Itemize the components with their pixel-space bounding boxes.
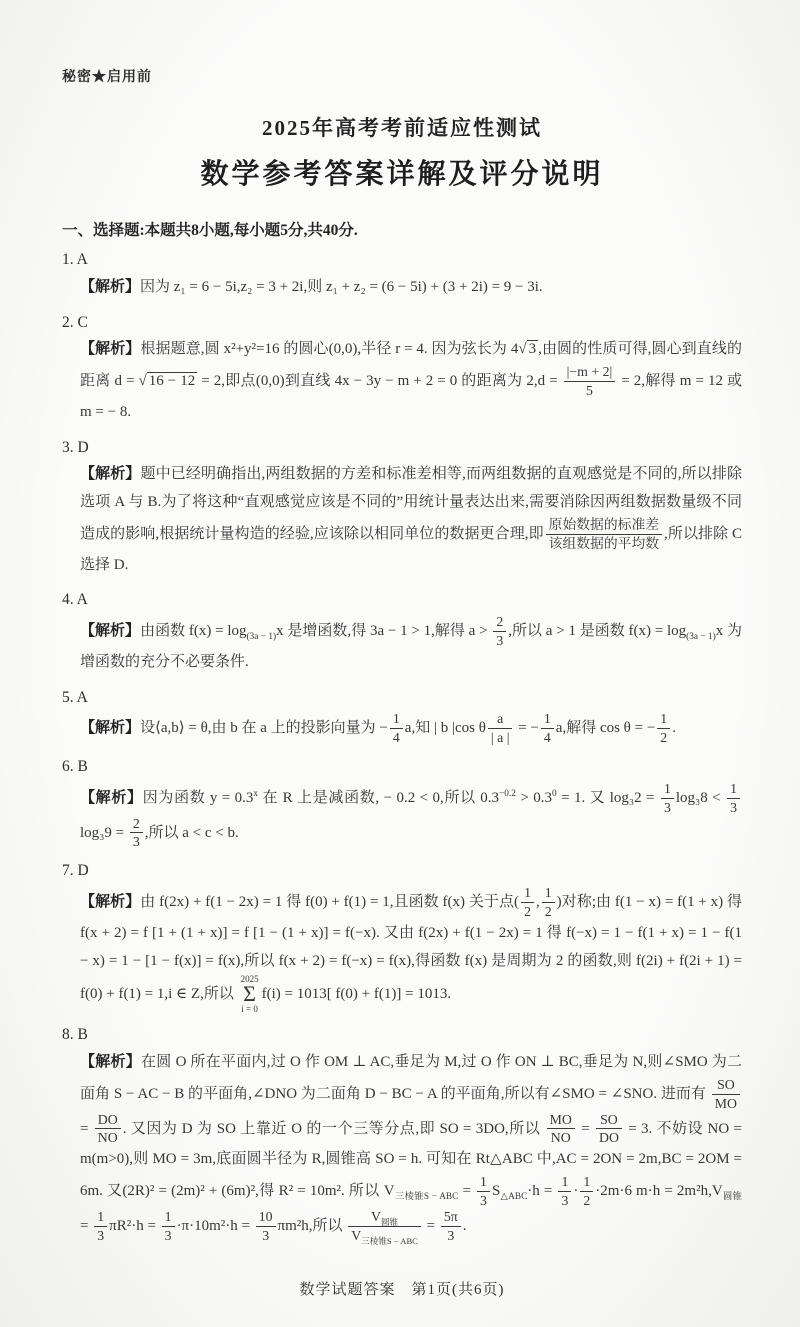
question-4-analysis: 【解析】由函数 $f(x) = \log_{(3a - 1)}x$ 是增函数,得 3a − 1 > 1,解得 a > $\frac{2}{3}$ ,所以 a > 1 是函数 $f(x) = \log_{(3a - 1)}x$ 为增函数的充分不必要条件. — [80, 614, 742, 670]
question-6-answer: 6. B — [62, 758, 88, 776]
question-3 — [62, 436, 742, 585]
question-8-analysis: 【解析】在圆 O 所在平面内,过 O 作 OM ⊥ AC,垂足为 M,过 O 作 ON ⊥ BC,垂足为 N,则∠SMO 为二面角 S − AC − B 的平面角,∠DNO 为二面角 D − BC − A 的平面角,所以有∠SMO = ∠SNO. 进而有 $\frac{SO}{MO}$ = $\frac{DO}{NO}$ . 又因为 D 为 SO 上靠近 O 的一个三等分点,即 SO = 3DO,所以 $\frac{MO}{NO}$ = $\frac{SO}{DO}$ = 3. 不妨设 NO = m(m>0),则 MO = 3m,底面圆半径为 R,圆锥高 SO = h. 可知在 Rt△ABC 中,AC = 2ON = 2m,BC = 2OM = 6m. 又(2R)² = (2m)² + (6m)²,得 R² = 10m². 所以 $V_{三棱锥S - ABC}$ = $\frac{1}{3}$ $S_{\triangle ABC}\cdot h$ = $\frac{1}{3}$ · $\frac{1}{2}$ ·2m·6 $m\cdot h = 2m^2h,V_{圆锥}$ = $\frac{1}{3}$ πR²·h = $\frac{1}{3}$ ·π·10m²·h = $\frac{10}{3}$ πm²h,所以 $\frac{V_{圆锥}}{V_{三棱锥S - ABC}}$ = $\frac{5\pi}{3}$ . — [80, 1054, 742, 1246]
question-3-analysis: 【解析】题中已经明确指出,两组数据的方差和标准差相等,而两组数据的直观感觉是不同的,所以排除选项 A 与 B.为了将这种“直观感觉应该是不同的”用统计量表达出来,需要消除因两组数据数量级不同造成的影响,根据统计量构造的经验,应该除以相同单位的数据更合理,即 $\frac{\text{原始数据的标准差}}{\text{该组数据的平均数}}$ ,所以排除 C 选择 D. — [80, 466, 742, 573]
exam-subtitle: 数学参考答案详解及评分说明 — [200, 159, 604, 190]
question-5 — [62, 686, 742, 752]
question-6-analysis: 【解析】因为函数 $y = 0.3^x$ 在 R 上是减函数, − 0.2 < 0,所以 $0.3^{-0.2} > 0.3^0 = 1$. 又 log₃2 = $\frac{1}{3}$ log₃8 < $\frac{1}{3}$ log₃9 = $\frac{2}{3}$ ,所以 a < c < b. — [80, 781, 742, 850]
page-footer: 数学试题答案 第1页(共6页) — [299, 1282, 505, 1299]
question-8 — [62, 1023, 742, 1248]
question-6 — [62, 755, 742, 855]
question-3-answer: 3. D — [62, 438, 89, 456]
section-heading-choice-questions: 一、选择题:本题共8小题,每小题5分,共40分. — [62, 222, 358, 239]
question-8-answer: 8. B — [62, 1026, 88, 1044]
question-7-answer: 7. D — [62, 862, 89, 880]
question-7-analysis: 【解析】由 f(2x) + f(1 − 2x) = 1 得 f(0) + f(1) = 1,且函数 f(x) 关于点( $\frac{1}{2}$ , $\frac{1}{2}$ )对称;由 f(1 − x) = f(1 + x) 得 f(x + 2) = f [1 + (1 + x)] = f [1 − (1 + x)] = f(−x). 又由 f(2x) + f(1 − 2x) = 1 得 f(−x) = 1 − f(1 + x) = 1 − f(1 − x) = 1 − [1 − f(x)] = f(x),所以 f(x + 2) = f(−x) = f(x),得函数 f(x) 是周期为 2 的函数,则 f(2i) + f(2i + 1) = f(0) + f(1) = 1,i ∈ Z,所以 2025 Σ i = 0 f(i) = 1013[ f(0) + f(1)] = 1013. — [80, 885, 742, 1015]
question-2-analysis: 【解析】根据题意,圆 x²+y²=16 的圆心(0,0),半径 r = 4. 因为弦长为 4√ 3 ,由圆的性质可得,圆心到直线的距离 d = √ 16 − 12 = 2,即点(0,0)到直线 4x − 3y − m + 2 = 0 的距离为 2,d = $\frac{|-m + 2|}{5}$ = 2,解得 m = 12 或 m = − 8. — [80, 341, 742, 420]
classification-label: 秘密★启用前 — [62, 70, 152, 85]
question-1-analysis: 【解析】因为 z₁ = 6 − 5i,z₂ = 3 + 2i,则 z₁ + z₂ = (6 − 5i) + (3 + 2i) = 9 − 3i. — [80, 278, 543, 295]
question-4 — [62, 588, 742, 681]
question-5-analysis: 【解析】设⟨a,b⟩ = θ,由 b 在 a 上的投影向量为 − $\frac{1}{4}$ a,知 | b |cos θ $\frac{a}{| a |}$ = − $\frac{1}{4}$ a,解得 cos θ = − $\frac{1}{2}$ . — [80, 711, 676, 746]
question-2 — [62, 311, 742, 432]
question-1-answer: 1. A — [62, 251, 88, 268]
exam-title: 2025年高考考前适应性测试 — [262, 116, 542, 140]
question-7 — [62, 859, 742, 1019]
question-2-answer: 2. C — [62, 313, 88, 331]
question-4-answer: 4. A — [62, 591, 88, 609]
question-5-answer: 5. A — [62, 688, 88, 706]
question-1 — [62, 248, 742, 307]
